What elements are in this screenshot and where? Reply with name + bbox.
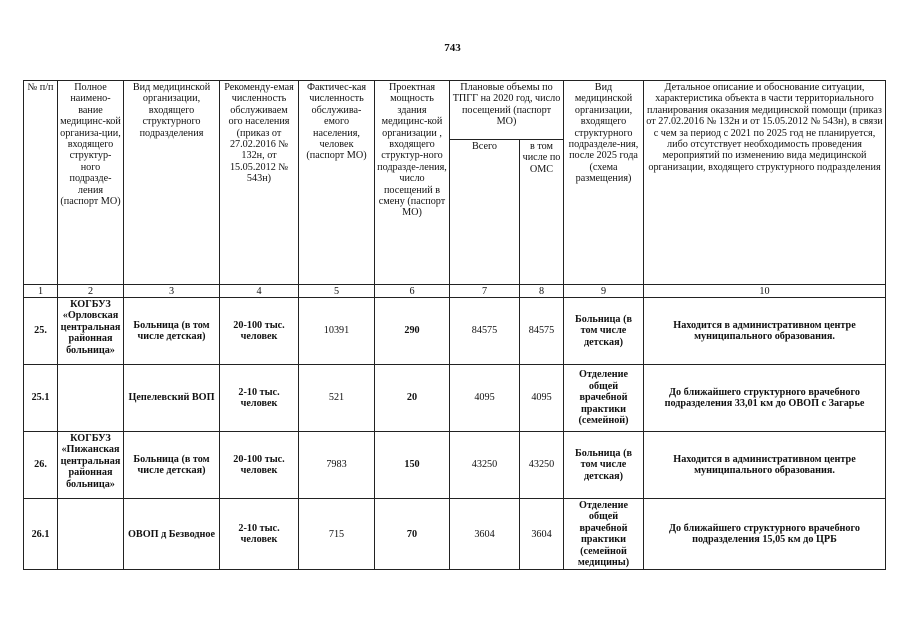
column-number: 8	[520, 285, 564, 298]
org-type-after-2025: Больница (в том числе детская)	[564, 432, 644, 499]
org-type-after-2025: Отделение общей врачебной практики (семейной медицины)	[564, 499, 644, 570]
header-cell-type-after: Вид медицинской организации, входящего структурного подразделе-ния, после 2025 года (схема размещения)	[564, 81, 644, 285]
table-header-row	[24, 81, 886, 140]
header-cell-actual: Фактичес-кая численность обслужива-емого населения, человек (паспорт МО)	[299, 81, 375, 285]
column-number: 2	[58, 285, 124, 298]
table-row	[24, 298, 886, 365]
organization-name: КОГБУЗ «Орловская центральная районная больница»	[58, 298, 124, 365]
row-number: 25.	[24, 298, 58, 365]
capacity: 70	[375, 499, 450, 570]
capacity: 20	[375, 365, 450, 432]
org-type: Больница (в том числе детская)	[124, 432, 220, 499]
recommended-population: 20-100 тыс. человек	[220, 432, 299, 499]
header-cell-description: Детальное описание и обоснование ситуации, характеристика объекта в части территориального планирования оказания медицинской помощи (приказ от 27.02.2016 № 132н и от 15.05.2012 № 543н), в связи с чем за период с 2021 по 2025 год не планируется, либо отсутствует необходимость проведения мероприятий по изменению вида медицинской организации, входящего структурного подразделения	[644, 81, 886, 285]
planned-total: 4095	[450, 365, 520, 432]
organization-name: КОГБУЗ «Пижанская центральная районная больница»	[58, 432, 124, 499]
document-table	[23, 80, 886, 570]
header-cell-total: Всего	[450, 140, 520, 285]
recommended-population: 20-100 тыс. человек	[220, 298, 299, 365]
actual-population: 10391	[299, 298, 375, 365]
recommended-population: 2-10 тыс. человек	[220, 499, 299, 570]
header-cell-planned-volumes: Плановые объемы по ТПГГ на 2020 год, число посещений (паспорт МО)	[450, 81, 564, 140]
header-cell-number: № п/п	[24, 81, 58, 285]
org-type-after-2025: Отделение общей врачебной практики (семейной)	[564, 365, 644, 432]
row-number: 25.1	[24, 365, 58, 432]
header-cell-capacity: Проектная мощность здания медицинс-кой организации , входящего структур-ного подразде-ления, число посещений в смену (паспорт МО)	[375, 81, 450, 285]
table-row	[24, 432, 886, 499]
column-number: 1	[24, 285, 58, 298]
description: Находится в административном центре муниципального образования.	[644, 432, 886, 499]
org-type-after-2025: Больница (в том числе детская)	[564, 298, 644, 365]
column-number: 3	[124, 285, 220, 298]
row-number: 26.	[24, 432, 58, 499]
org-type: Больница (в том числе детская)	[124, 298, 220, 365]
capacity: 150	[375, 432, 450, 499]
planned-total: 3604	[450, 499, 520, 570]
organization-name	[58, 499, 124, 570]
org-type: ОВОП д Безводное	[124, 499, 220, 570]
description: До ближайшего структурного врачебного подразделения 15,05 км до ЦРБ	[644, 499, 886, 570]
planned-total: 43250	[450, 432, 520, 499]
column-number: 4	[220, 285, 299, 298]
planned-total: 84575	[450, 298, 520, 365]
header-cell-org-type: Вид медицинской организации, входящего структурного подразделения	[124, 81, 220, 285]
header-cell-recommended: Рекоменду-емая численность обслуживаем ого населения (приказ от 27.02.2016 № 132н, от 15.05.2012 № 543н)	[220, 81, 299, 285]
description: До ближайшего структурного врачебного подразделения 33,01 км до ОВОП с Загарье	[644, 365, 886, 432]
page-number: 743	[444, 42, 461, 54]
actual-population: 7983	[299, 432, 375, 499]
column-number: 9	[564, 285, 644, 298]
column-number: 5	[299, 285, 375, 298]
column-number: 6	[375, 285, 450, 298]
header-cell-organization: Полное наимено-вание медицинс-кой организа-ции, входящего структур-ного подразде-ления (паспорт МО)	[58, 81, 124, 285]
capacity: 290	[375, 298, 450, 365]
organization-name	[58, 365, 124, 432]
table-row	[24, 365, 886, 432]
actual-population: 521	[299, 365, 375, 432]
planned-oms: 43250	[520, 432, 564, 499]
planned-oms: 84575	[520, 298, 564, 365]
column-number: 10	[644, 285, 886, 298]
planned-oms: 4095	[520, 365, 564, 432]
recommended-population: 2-10 тыс. человек	[220, 365, 299, 432]
description: Находится в административном центре муниципального образования.	[644, 298, 886, 365]
column-numbers-row	[24, 285, 886, 298]
column-number: 7	[450, 285, 520, 298]
planned-oms: 3604	[520, 499, 564, 570]
row-number: 26.1	[24, 499, 58, 570]
header-cell-oms: в том числе по ОМС	[520, 140, 564, 285]
table-row	[24, 499, 886, 570]
org-type: Цепелевский ВОП	[124, 365, 220, 432]
actual-population: 715	[299, 499, 375, 570]
